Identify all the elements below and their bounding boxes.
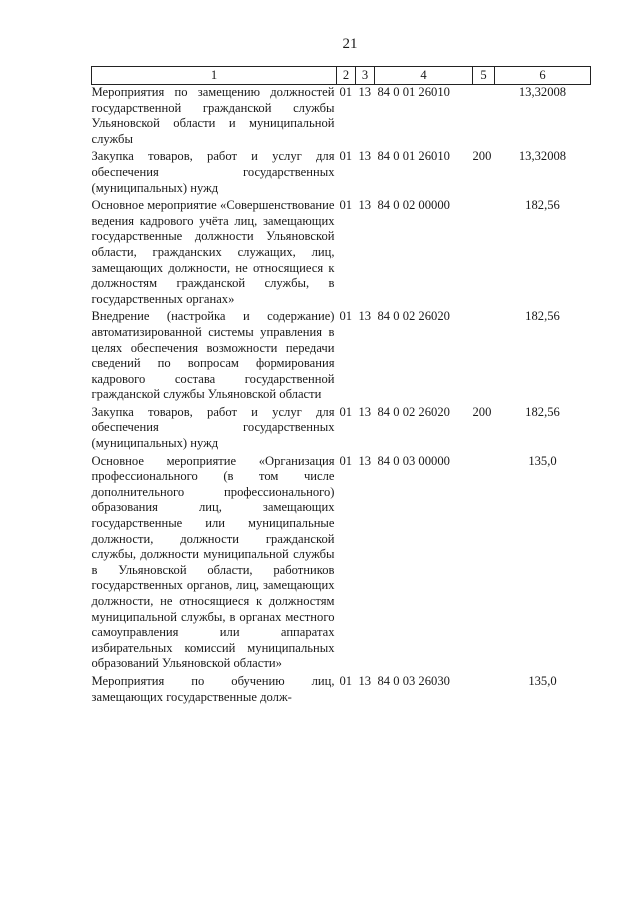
row-expense-type — [473, 85, 495, 150]
row-amount: 182,56 — [525, 198, 560, 213]
row-name: Мероприятия по обучению лиц, замещающих государственные долж- — [91, 673, 335, 704]
row-amount: 182,56 — [525, 309, 560, 324]
row-expense-type: 200 — [472, 149, 492, 164]
table-row — [92, 198, 591, 309]
table-row — [92, 309, 591, 405]
row-subsection: 13 — [358, 198, 372, 213]
row-section: 01 — [339, 453, 353, 468]
row-target-code: 84 0 03 26030 — [377, 673, 450, 688]
row-expense-type — [473, 674, 495, 707]
table-row — [92, 405, 591, 454]
row-target-code: 84 0 02 00000 — [377, 198, 450, 213]
row-section: 01 — [339, 85, 353, 99]
table-row — [92, 85, 591, 150]
row-amount: 13,32008 — [518, 149, 567, 164]
header-col-5: 5 — [473, 67, 495, 85]
row-name: Основное мероприятие «Организация профессионального (в том числе дополнительного профессионального) образования лиц, замещающих государственные или муниципальные должности, должности гражданской службы, должности муниципальной службы в Ульяновской области, работников государственных органов, лиц, замещающих должности, не относящиеся к должностям муниципальной службы, в органах местного самоуправления или аппаратах избирательных комиссий муниципальных образований Ульяновской области» — [91, 453, 335, 671]
row-section: 01 — [339, 149, 353, 164]
row-name: Основное мероприятие «Совершенствование ведения кадрового учёта лиц, замещающих государственные должности Ульяновской области, гражданских служащих, лиц, замещающих должности, не относящиеся к должностям гражданской службы, в государственных органах» — [91, 198, 335, 306]
header-col-6: 6 — [495, 67, 591, 85]
row-expense-type — [473, 198, 495, 309]
header-col-3: 3 — [356, 67, 375, 85]
row-subsection: 13 — [358, 309, 372, 324]
row-subsection: 13 — [358, 404, 372, 419]
page-number: 21 — [342, 36, 358, 52]
row-section: 01 — [339, 673, 353, 688]
row-target-code: 84 0 03 00000 — [377, 453, 450, 468]
row-amount: 135,0 — [528, 453, 557, 468]
header-col-1: 1 — [92, 67, 337, 85]
row-subsection: 13 — [358, 85, 372, 99]
row-expense-type — [473, 454, 495, 674]
row-target-code: 84 0 01 26010 — [377, 149, 450, 164]
row-subsection: 13 — [358, 453, 372, 468]
row-subsection: 13 — [358, 149, 372, 164]
row-name: Закупка товаров, работ и услуг для обеспечения государственных (муниципальных) нужд — [91, 149, 335, 195]
row-expense-type — [473, 309, 495, 405]
header-col-4: 4 — [375, 67, 473, 85]
row-target-code: 84 0 02 26020 — [377, 404, 450, 419]
table-header-row — [92, 67, 591, 85]
row-amount: 13,32008 — [518, 85, 567, 99]
row-name: Внедрение (настройка и содержание) автоматизированной системы управления в целях обеспечения возможности передачи сведений по вопросам формирования кадрового состава государственной гражданской службы Ульяновской области — [91, 309, 335, 402]
row-name: Мероприятия по замещению должностей государственной гражданской службы Ульяновской области и муниципальной службы — [91, 85, 335, 146]
row-target-code: 84 0 02 26020 — [377, 309, 450, 324]
row-target-code: 84 0 01 26010 — [377, 85, 450, 99]
row-subsection: 13 — [358, 673, 372, 688]
table-row — [92, 674, 591, 707]
budget-table — [91, 66, 591, 707]
table-row — [92, 454, 591, 674]
row-section: 01 — [339, 404, 353, 419]
row-section: 01 — [339, 309, 353, 324]
header-col-2: 2 — [337, 67, 356, 85]
row-expense-type: 200 — [472, 404, 492, 419]
row-amount: 182,56 — [525, 404, 560, 419]
row-name: Закупка товаров, работ и услуг для обеспечения государственных (муниципальных) нужд — [91, 404, 335, 451]
row-amount: 135,0 — [528, 673, 557, 688]
row-section: 01 — [339, 198, 353, 213]
table-row — [92, 149, 591, 198]
